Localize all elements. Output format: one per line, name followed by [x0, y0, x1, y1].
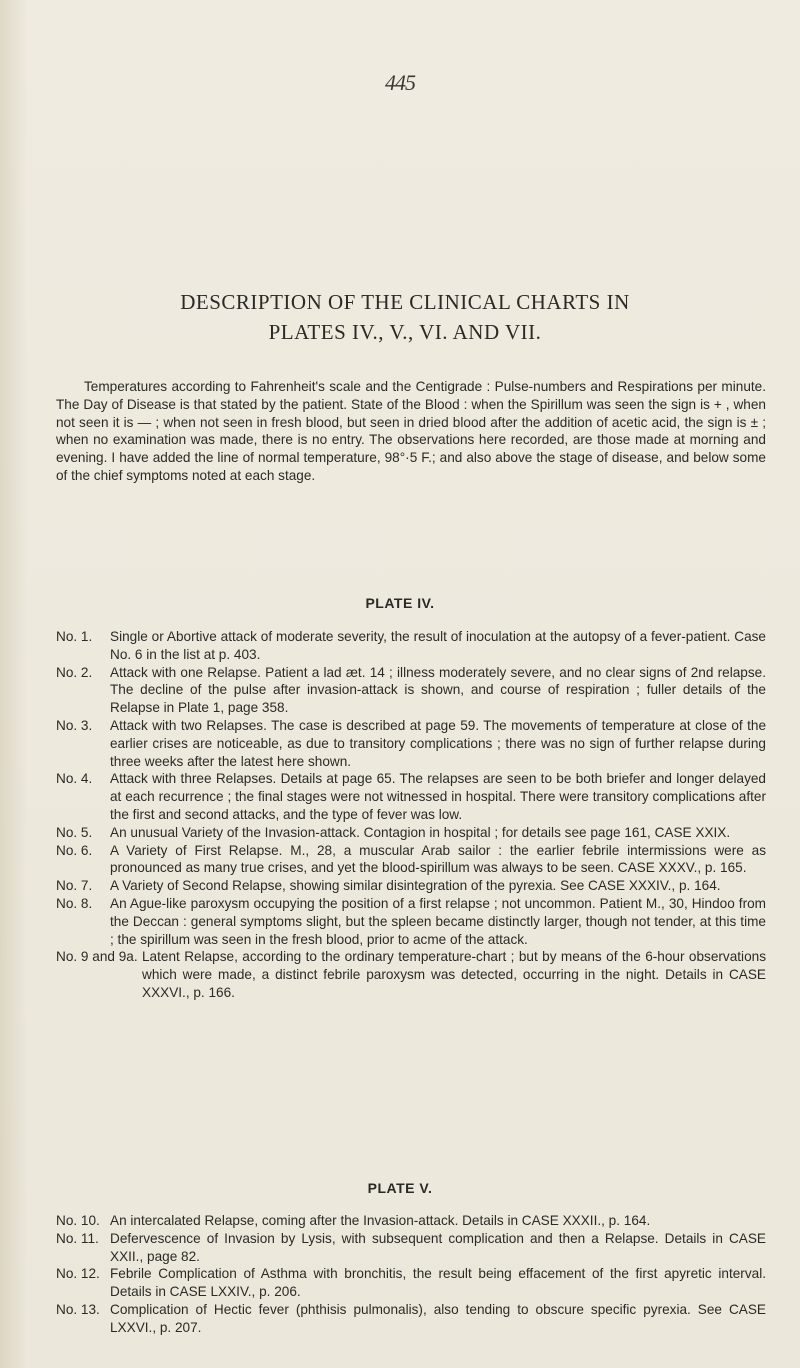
entry-number: No. 10.	[56, 1213, 100, 1228]
entry-number: No. 7.	[56, 878, 93, 894]
page-title	[60, 287, 750, 347]
entry-text: An Ague-like paroxysm occupying the position of a first relapse ; not uncommon. Patient M., 30, Hindoo from the Deccan : general symptoms slight, but the spleen became distinctly larger, though not tender, at this time ; the spirillum was seen in the fresh blood, prior to acme of the attack.	[110, 895, 766, 947]
list-item	[56, 770, 766, 823]
entry-text: Single or Abortive attack of moderate severity, the result of inoculation at the autopsy of a fever-patient. Case No. 6 in the list at p. 403.	[110, 629, 766, 662]
entry-text: Defervescence of Invasion by Lysis, with subsequent complication and then a Relapse. Details in CASE XXII., page 82.	[110, 1230, 766, 1264]
entry-text: Attack with two Relapses. The case is described at page 59. The movements of temperature at close of the earlier crises are noticeable, as due to transitory complications ; there was no sign of further relapse during three weeks after the latest here shown.	[110, 717, 766, 769]
plate-iv-list	[56, 628, 766, 1002]
list-item	[56, 948, 766, 1001]
list-item	[56, 824, 766, 842]
entry-number: No. 1.	[56, 629, 93, 644]
entry-number: No. 4.	[56, 771, 93, 787]
list-item	[56, 842, 766, 878]
entry-number: No. 2.	[56, 664, 93, 680]
title-line-2: PLATES IV., V., VI. AND VII.	[268, 320, 542, 344]
plate-iv-heading: PLATE IV.	[365, 595, 435, 611]
page-number: 445	[385, 70, 415, 95]
list-item	[56, 717, 766, 770]
plate-v-list	[56, 1212, 766, 1337]
entry-number: No. 11.	[56, 1230, 99, 1246]
entry-number: No. 12.	[56, 1266, 100, 1282]
list-item	[56, 1301, 766, 1337]
entry-text: A Variety of First Relapse. M., 28, a muscular Arab sailor : the earlier febrile intermissions were as pronounced as many true crises, and yet the blood-spirillum was always to be seen. CASE XXXV., p. 165.	[110, 842, 766, 876]
entry-number: No. 8.	[56, 895, 93, 911]
list-item	[56, 877, 766, 895]
entry-number: No. 5.	[56, 824, 93, 840]
entry-text: An unusual Variety of the Invasion-attack. Contagion in hospital ; for details see page 161, CASE XXIX.	[110, 824, 731, 840]
entry-number: No. 13.	[56, 1301, 100, 1317]
list-item	[56, 895, 766, 948]
list-item	[56, 628, 766, 664]
entry-text: An intercalated Relapse, coming after the Invasion-attack. Details in CASE XXXII., p. 164.	[110, 1213, 651, 1228]
entry-number: No. 3.	[56, 717, 93, 733]
plate-v-heading: PLATE V.	[367, 1180, 433, 1196]
entry-text: Febrile Complication of Asthma with bronchitis, the result being effacement of the first apyretic interval. Details in CASE LXXIV., p. 206.	[110, 1266, 766, 1300]
entry-number: No. 9 and 9a.	[56, 949, 138, 965]
entry-text: Attack with three Relapses. Details at page 65. The relapses are seen to be both briefer and longer delayed at each recurrence ; the final stages were not witnessed in hospital. There were transitory complications after the first and second attacks, and the type of fever was low.	[110, 771, 766, 822]
entry-text: Attack with one Relapse. Patient a lad æt. 14 ; illness moderately severe, and no clear signs of 2nd relapse. The decline of the pulse after invasion-attack is shown, and course of respiration ; fuller details of the Relapse in Plate 1, page 358.	[110, 664, 766, 716]
entry-text: A Variety of Second Relapse, showing similar disintegration of the pyrexia. See CASE XXXIV., p. 164.	[110, 878, 721, 894]
list-item	[56, 1265, 766, 1301]
entry-number: No. 6.	[56, 842, 93, 858]
entry-text: Complication of Hectic fever (phthisis pulmonalis), also tending to obscure specific pyrexia. See CASE LXXVI., p. 207.	[110, 1301, 766, 1335]
intro-paragraph: Temperatures according to Fahrenheit's scale and the Centigrade : Pulse-numbers and Respirations per minute. The Day of Disease is that stated by the patient. State of the Blood : when the Spirillum was seen the sign is + , when not seen it is — ; when not seen in fresh blood, but seen in dried blood after the addition of acetic acid, the sign is ± ; when no examination was made, there is no entry. The observations here recorded, are those made at morning and evening. I have added the line of normal temperature, 98°·5 F.; and also above the stage of disease, and below some of the chief symptoms noted at each stage.	[56, 379, 766, 483]
list-item	[56, 1212, 766, 1230]
title-line-1: DESCRIPTION OF THE CLINICAL CHARTS IN	[180, 290, 630, 314]
entry-text: Latent Relapse, according to the ordinary temperature-chart ; but by means of the 6-hour observations which were made, a distinct febrile paroxysm was detected, occurring in the night. Details in CASE XXXVI., p. 166.	[142, 949, 766, 1000]
list-item	[56, 664, 766, 717]
list-item	[56, 1230, 766, 1266]
